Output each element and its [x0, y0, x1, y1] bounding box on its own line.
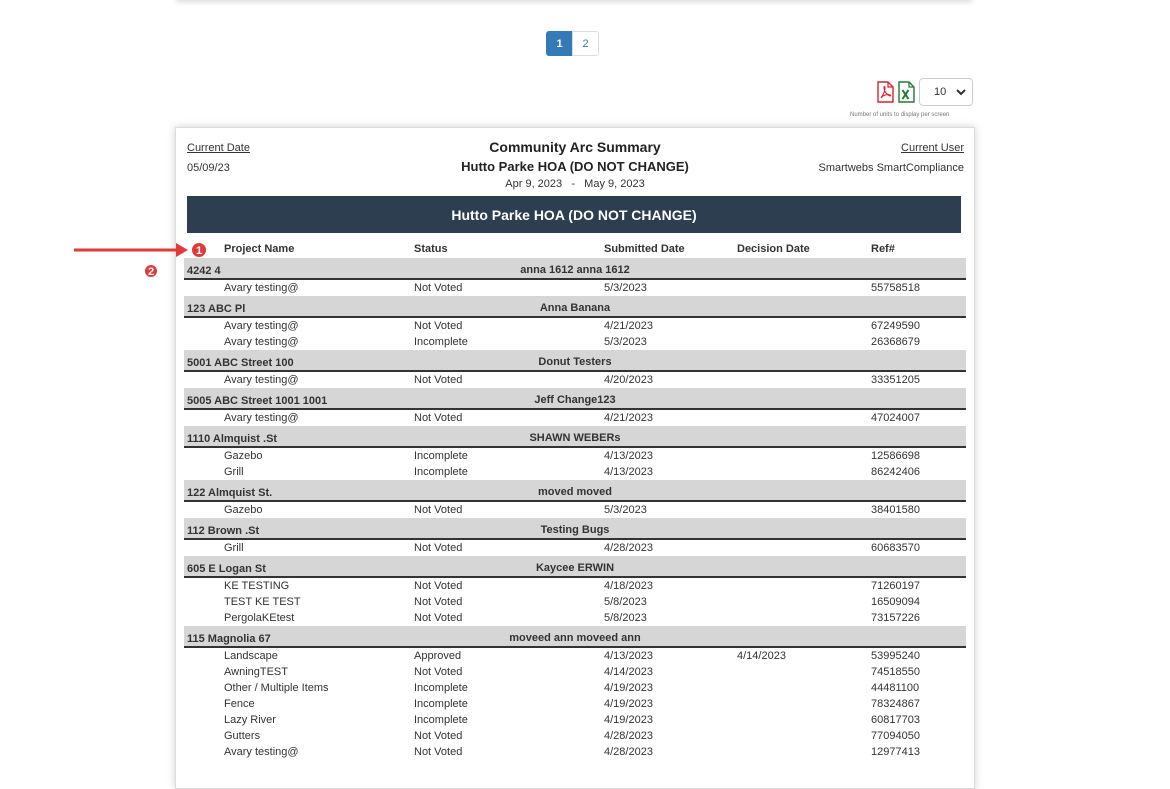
- current-date-value: 05/09/23: [187, 162, 230, 174]
- ref-cell: 86242406: [871, 466, 920, 478]
- status-cell: Not Voted: [414, 580, 463, 592]
- ref-cell: 77094050: [871, 730, 920, 742]
- ref-cell: 12977413: [871, 746, 920, 758]
- table-row: [184, 610, 966, 626]
- table-row: [184, 334, 966, 350]
- ref-cell: 55758518: [871, 282, 920, 294]
- table-row: [184, 594, 966, 610]
- date-start: Apr 9, 2023: [505, 178, 563, 190]
- project-name-cell: Avary testing@: [224, 336, 299, 348]
- group-address: 123 ABC Pl: [187, 303, 246, 315]
- ref-cell: 53995240: [871, 650, 920, 662]
- ref-cell: 33351205: [871, 374, 920, 386]
- ref-cell: 38401580: [871, 504, 920, 516]
- group-header: [184, 426, 966, 448]
- page-2-button[interactable]: 2: [572, 31, 599, 56]
- submitted-date-cell: 4/13/2023: [604, 450, 653, 462]
- submitted-date-cell: 5/3/2023: [604, 282, 647, 294]
- report-title: Community Arc Summary: [489, 139, 661, 155]
- ref-cell: 60817703: [871, 714, 920, 726]
- group-owner: Kaycee ERWIN: [535, 562, 615, 574]
- col-project-name: Project Name: [224, 243, 295, 255]
- project-name-cell: Gazebo: [224, 450, 263, 462]
- group-header: [184, 626, 966, 648]
- group-address: 605 E Logan St: [187, 563, 266, 575]
- project-name-cell: Avary testing@: [224, 374, 299, 386]
- project-name-cell: Avary testing@: [224, 412, 299, 424]
- chevron-down-icon: [955, 87, 967, 97]
- association-name: Hutto Parke HOA (DO NOT CHANGE): [461, 159, 689, 174]
- project-name-cell: AwningTEST: [224, 666, 288, 678]
- ref-cell: 44481100: [871, 682, 920, 694]
- status-cell: Approved: [414, 650, 462, 662]
- table-row: [184, 502, 966, 518]
- submitted-date-cell: 4/19/2023: [604, 714, 653, 726]
- group-owner: Testing Bugs: [540, 524, 610, 536]
- status-cell: Incomplete: [414, 714, 468, 726]
- group-header: [184, 480, 966, 502]
- project-name-cell: Avary testing@: [224, 320, 299, 332]
- units-per-screen-select[interactable]: [919, 78, 973, 106]
- submitted-date-cell: 4/18/2023: [604, 580, 653, 592]
- project-name-cell: PergolaKEtest: [224, 612, 295, 624]
- table-row: [184, 372, 966, 388]
- status-cell: Incomplete: [414, 466, 468, 478]
- col-decision-date: Decision Date: [737, 243, 810, 255]
- table-row: [184, 680, 966, 696]
- status-cell: Incomplete: [414, 450, 468, 462]
- status-cell: Not Voted: [414, 666, 463, 678]
- decision-date-cell: 4/14/2023: [737, 650, 786, 662]
- date-end: May 9, 2023: [584, 178, 645, 190]
- annotation-marker-1: 1: [195, 245, 203, 257]
- project-name-cell: Landscape: [224, 650, 278, 662]
- submitted-date-cell: 4/19/2023: [604, 682, 653, 694]
- table-row: [184, 410, 966, 426]
- status-cell: Not Voted: [414, 504, 463, 516]
- project-name-cell: KE TESTING: [224, 580, 290, 592]
- table-row: [184, 728, 966, 744]
- group-header: [184, 350, 966, 372]
- ref-cell: 78324867: [871, 698, 920, 710]
- table-row: [184, 696, 966, 712]
- group-owner: anna 1612 anna 1612: [520, 264, 630, 276]
- ref-cell: 74518550: [871, 666, 920, 678]
- table-row: [184, 648, 966, 664]
- project-name-cell: Lazy River: [224, 714, 276, 726]
- submitted-date-cell: 5/3/2023: [604, 504, 647, 516]
- report-panel: [175, 127, 975, 789]
- col-status: Status: [414, 243, 448, 255]
- annotation-marker-2: 2: [147, 266, 155, 278]
- status-cell: Not Voted: [414, 412, 463, 424]
- status-cell: Not Voted: [414, 596, 463, 608]
- submitted-date-cell: 4/20/2023: [604, 374, 653, 386]
- current-user-value: Smartwebs SmartCompliance: [818, 162, 964, 174]
- col-ref: Ref#: [871, 243, 895, 255]
- table-row: [184, 744, 966, 760]
- annotation-arrow: [72, 241, 207, 259]
- status-cell: Not Voted: [414, 320, 463, 332]
- page-1-button[interactable]: 1: [546, 31, 573, 56]
- table-row: [184, 664, 966, 680]
- status-cell: Not Voted: [414, 282, 463, 294]
- project-name-cell: Gazebo: [224, 504, 263, 516]
- group-address: 1110 Almquist .St: [187, 433, 278, 445]
- submitted-date-cell: 4/21/2023: [604, 320, 653, 332]
- pagination: [546, 31, 599, 56]
- project-name-cell: Fence: [224, 698, 255, 710]
- group-header: [184, 388, 966, 410]
- table-row: [184, 280, 966, 296]
- ref-cell: 12586698: [871, 450, 920, 462]
- status-cell: Incomplete: [414, 336, 468, 348]
- annotation-marker-2-badge: [145, 263, 157, 279]
- submitted-date-cell: 5/3/2023: [604, 336, 647, 348]
- export-toolbar: [876, 81, 915, 103]
- group-header: [184, 556, 966, 578]
- group-address: 4242 4: [187, 265, 221, 277]
- excel-file-icon[interactable]: [897, 81, 915, 103]
- association-banner: Hutto Parke HOA (DO NOT CHANGE): [187, 196, 961, 233]
- group-header: [184, 296, 966, 318]
- group-address: 5005 ABC Street 1001 1001: [187, 395, 328, 407]
- submitted-date-cell: 4/21/2023: [604, 412, 653, 424]
- ref-cell: 47024007: [871, 412, 920, 424]
- ref-cell: 73157226: [871, 612, 920, 624]
- table-row: [184, 448, 966, 464]
- submitted-date-cell: 4/28/2023: [604, 746, 653, 758]
- ref-cell: 26368679: [871, 336, 920, 348]
- table-row: [184, 318, 966, 334]
- group-owner: SHAWN WEBERs: [529, 432, 621, 444]
- current-user-label: Current User: [901, 142, 964, 154]
- project-name-cell: Avary testing@: [224, 746, 299, 758]
- status-cell: Not Voted: [414, 746, 463, 758]
- table-row: [184, 540, 966, 556]
- submitted-date-cell: 4/14/2023: [604, 666, 653, 678]
- pdf-file-icon[interactable]: [876, 81, 894, 103]
- submitted-date-cell: 4/13/2023: [604, 650, 653, 662]
- submitted-date-cell: 4/19/2023: [604, 698, 653, 710]
- submitted-date-cell: 4/13/2023: [604, 466, 653, 478]
- status-cell: Incomplete: [414, 698, 468, 710]
- group-owner: Donut Testers: [538, 356, 612, 368]
- group-address: 5001 ABC Street 100: [187, 357, 294, 369]
- submitted-date-cell: 5/8/2023: [604, 612, 647, 624]
- units-select-value: 10: [934, 86, 947, 98]
- submitted-date-cell: 5/8/2023: [604, 596, 647, 608]
- units-hint-text: Number of units to display per screen: [850, 112, 950, 118]
- submitted-date-cell: 4/28/2023: [604, 542, 653, 554]
- group-address: 112 Brown .St: [187, 525, 260, 537]
- report-rows: [184, 258, 966, 760]
- project-name-cell: Grill: [224, 542, 244, 554]
- ref-cell: 71260197: [871, 580, 920, 592]
- ref-cell: 60683570: [871, 542, 920, 554]
- group-header: [184, 518, 966, 540]
- project-name-cell: TEST KE TEST: [224, 596, 301, 608]
- date-range: [176, 178, 974, 190]
- group-address: 122 Almquist St.: [187, 487, 273, 499]
- group-owner: moveed ann moveed ann: [509, 632, 641, 644]
- project-name-cell: Other / Multiple Items: [224, 682, 329, 694]
- col-submitted-date: Submitted Date: [604, 243, 685, 255]
- group-owner: Jeff Change123: [534, 394, 616, 406]
- table-row: [184, 578, 966, 594]
- submitted-date-cell: 4/28/2023: [604, 730, 653, 742]
- group-owner: moved moved: [538, 486, 612, 498]
- ref-cell: 67249590: [871, 320, 920, 332]
- status-cell: Not Voted: [414, 612, 463, 624]
- group-owner: Anna Banana: [539, 302, 611, 314]
- project-name-cell: Avary testing@: [224, 282, 299, 294]
- status-cell: Not Voted: [414, 542, 463, 554]
- group-header: [184, 258, 966, 280]
- table-row: [184, 712, 966, 728]
- status-cell: Incomplete: [414, 682, 468, 694]
- group-address: 115 Magnolia 67: [187, 633, 271, 645]
- ref-cell: 16509094: [871, 596, 920, 608]
- table-row: [184, 464, 966, 480]
- project-name-cell: Gutters: [224, 730, 261, 742]
- current-date-label: Current Date: [187, 142, 250, 154]
- status-cell: Not Voted: [414, 374, 463, 386]
- date-separator: -: [571, 178, 575, 190]
- status-cell: Not Voted: [414, 730, 463, 742]
- project-name-cell: Grill: [224, 466, 244, 478]
